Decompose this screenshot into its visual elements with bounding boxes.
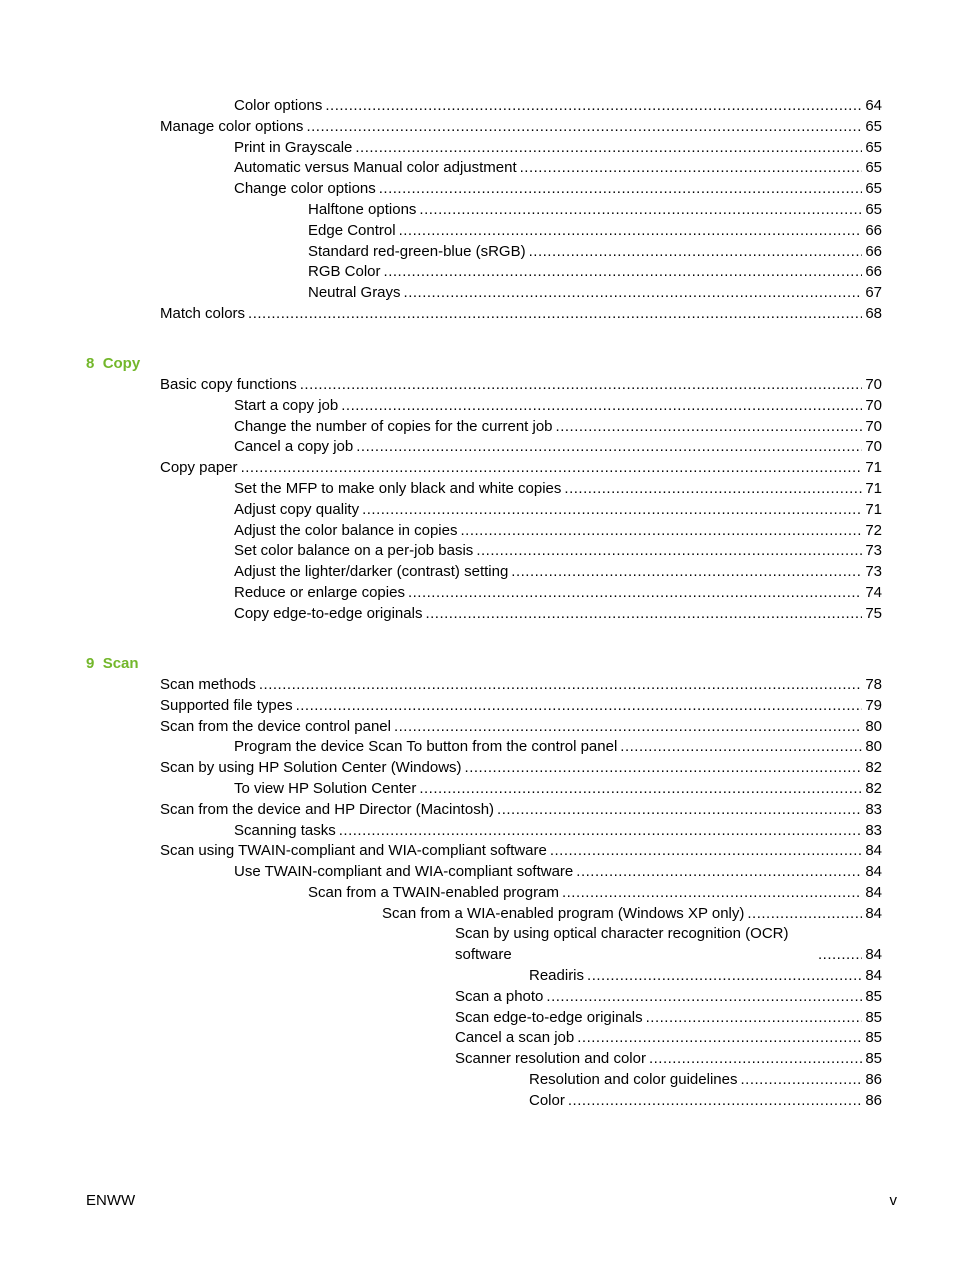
toc-entry[interactable] [0, 283, 954, 304]
dot-leader [587, 966, 862, 987]
dot-leader [419, 779, 862, 800]
toc-entry[interactable] [0, 304, 954, 325]
toc-entry-label: Copy paper [160, 459, 238, 477]
dot-leader [325, 96, 862, 117]
toc-entry[interactable] [0, 675, 954, 696]
toc-entry-page-number: 65 [865, 200, 882, 218]
dot-leader [562, 883, 862, 904]
toc-entry-label: Print in Grayscale [234, 138, 353, 156]
chapter-heading-scan[interactable] [0, 654, 954, 675]
toc-entry[interactable] [0, 800, 954, 821]
toc-entry-page-number: 84 [865, 946, 882, 964]
dot-leader [620, 737, 862, 758]
toc-entry[interactable] [0, 924, 954, 966]
dot-leader [497, 800, 862, 821]
dot-leader [356, 437, 862, 458]
toc-section-chapter7 [0, 96, 954, 325]
dot-leader [576, 862, 862, 883]
toc-entry-page-number: 65 [865, 159, 882, 177]
toc-entry-label: Supported file types [160, 696, 293, 714]
toc-entry[interactable] [0, 904, 954, 925]
dot-leader [248, 304, 862, 325]
dot-leader [355, 138, 862, 159]
toc-entry-label: Scan from the device and HP Director (Macintosh) [160, 800, 495, 818]
toc-entry-page-number: 84 [865, 967, 882, 985]
toc-entry[interactable] [0, 541, 954, 562]
toc-entry-label: Adjust copy quality [234, 500, 360, 518]
toc-entry-label: Scan methods [160, 675, 256, 693]
dot-leader [520, 158, 862, 179]
dot-leader [259, 675, 862, 696]
toc-entry[interactable] [0, 862, 954, 883]
toc-entry-page-number: 78 [865, 675, 882, 693]
toc-entry-label: Scanner resolution and color [455, 1050, 646, 1068]
dot-leader [646, 1008, 862, 1029]
toc-entry-label: Automatic versus Manual color adjustment [234, 159, 517, 177]
toc-entry-label: Set the MFP to make only black and white copies [234, 480, 562, 498]
toc-entry[interactable] [0, 987, 954, 1008]
toc-entry-page-number: 64 [865, 97, 882, 114]
dot-leader [241, 458, 862, 479]
toc-entry-page-number: 75 [865, 604, 882, 622]
toc-entry-page-number: 72 [865, 521, 882, 539]
toc-entry-page-number: 70 [865, 396, 882, 414]
toc-entry-page-number: 65 [865, 138, 882, 156]
toc-entry-page-number: 84 [865, 904, 882, 922]
toc-entry[interactable] [0, 821, 954, 842]
toc-entry-label: Neutral Grays [308, 284, 401, 302]
toc-entry[interactable] [0, 562, 954, 583]
toc-entry-page-number: 84 [865, 883, 882, 901]
dot-leader [529, 242, 862, 263]
toc-entry[interactable] [0, 737, 954, 758]
toc-entry[interactable] [0, 138, 954, 159]
dot-leader [550, 841, 862, 862]
toc-entry-page-number: 79 [865, 696, 882, 714]
toc-entry[interactable] [0, 200, 954, 221]
toc-entry-page-number: 83 [865, 821, 882, 839]
toc-entry[interactable] [0, 375, 954, 396]
toc-entry[interactable] [0, 583, 954, 604]
toc-entry-label: Change color options [234, 180, 376, 198]
toc-entry[interactable] [0, 758, 954, 779]
toc-entry-label: Reduce or enlarge copies [234, 584, 405, 602]
toc-entry-label: Adjust the color balance in copies [234, 521, 458, 539]
toc-entry-page-number: 68 [865, 304, 882, 322]
toc-entry[interactable] [0, 221, 954, 242]
toc-entry[interactable] [0, 117, 954, 138]
dot-leader [419, 200, 862, 221]
toc-entry[interactable] [0, 262, 954, 283]
toc-entry[interactable] [0, 417, 954, 438]
toc-entry-page-number: 70 [865, 417, 882, 435]
toc-entry-label: Copy edge-to-edge originals [234, 604, 423, 622]
toc-entry-label: Change the number of copies for the current job [234, 417, 553, 435]
toc-entry[interactable] [0, 717, 954, 738]
toc-entry-label: RGB Color [308, 263, 381, 281]
chapter-heading-copy[interactable] [0, 354, 954, 375]
toc-entry-page-number: 82 [865, 779, 882, 797]
toc-entry[interactable] [0, 779, 954, 800]
toc-entry-label: Scan from a WIA-enabled program (Windows XP only) [382, 904, 745, 922]
toc-entry[interactable] [0, 1091, 954, 1112]
toc-entry[interactable] [0, 1049, 954, 1070]
toc-entry[interactable] [0, 883, 954, 904]
toc-entry-page-number: 65 [865, 180, 882, 198]
toc-entry[interactable] [0, 1070, 954, 1091]
toc-entry[interactable] [0, 604, 954, 625]
toc-entry-label: Standard red-green-blue (sRGB) [308, 242, 526, 260]
toc-entry-label: Scanning tasks [234, 821, 336, 839]
toc-entry-label: Use TWAIN-compliant and WIA-compliant software [234, 863, 574, 881]
toc-entry-page-number: 86 [865, 1091, 882, 1109]
toc-entry-label: Cancel a scan job [455, 1029, 575, 1047]
toc-entry[interactable] [0, 966, 954, 987]
toc-entry[interactable] [0, 242, 954, 263]
dot-leader [425, 604, 862, 625]
toc-entry-page-number: 73 [865, 563, 882, 581]
toc-entry-label: Scan by using HP Solution Center (Windows) [160, 759, 462, 777]
toc-entry[interactable] [0, 96, 954, 117]
dot-leader [408, 583, 862, 604]
dot-leader [564, 479, 862, 500]
toc-entry-page-number: 85 [865, 1050, 882, 1068]
dot-leader [399, 221, 862, 242]
toc-entry-label: Readiris [529, 967, 585, 985]
toc-entry-page-number: 82 [865, 759, 882, 777]
toc-entry-label: Set color balance on a per-job basis [234, 542, 474, 560]
toc-entry[interactable] [0, 500, 954, 521]
toc-entry-page-number: 67 [865, 284, 882, 302]
chapter-title: Copy [102, 355, 141, 373]
dot-leader [747, 904, 862, 925]
dot-leader [384, 262, 862, 283]
toc-entry-label: Edge Control [308, 221, 396, 239]
toc-entry-label: Scan using TWAIN-compliant and WIA-compliant software [160, 842, 547, 860]
toc-entry-page-number: 84 [865, 863, 882, 881]
toc-entry[interactable] [0, 1028, 954, 1049]
toc-entry-label: Basic copy functions [160, 376, 297, 394]
dot-leader [556, 417, 862, 438]
dot-leader [511, 562, 862, 583]
chapter-title: Scan [102, 655, 139, 673]
toc-entry-page-number: 84 [865, 842, 882, 860]
dot-leader [476, 541, 862, 562]
dot-leader [339, 821, 862, 842]
toc-entry-page-number: 66 [865, 221, 882, 239]
page-footer [86, 1192, 897, 1209]
toc-entry-page-number: 74 [865, 584, 882, 602]
dot-leader [577, 1028, 862, 1049]
toc-entry-label: Scan by using optical character recognition (OCR) software [455, 925, 789, 964]
dot-leader [300, 375, 862, 396]
toc-entry[interactable] [0, 437, 954, 458]
dot-leader [568, 1091, 862, 1112]
toc-entry-label: Manage color options [160, 117, 304, 135]
toc-entry[interactable] [0, 458, 954, 479]
dot-leader [465, 758, 862, 779]
chapter-number: 9 [86, 655, 95, 673]
toc-entry-page-number: 66 [865, 263, 882, 281]
toc-section-chapter8 [0, 375, 954, 625]
toc-entry-label: Start a copy job [234, 396, 339, 414]
toc-entry-page-number: 86 [865, 1071, 882, 1089]
dot-leader [362, 500, 862, 521]
toc-section-chapter9 [0, 675, 954, 1112]
toc-entry-label: Color options [234, 97, 323, 114]
toc-entry-label: Cancel a copy job [234, 438, 354, 456]
dot-leader [818, 945, 862, 966]
toc-entry-page-number: 71 [865, 480, 882, 498]
toc-entry-page-number: 80 [865, 738, 882, 756]
toc-entry-label: Resolution and color guidelines [529, 1071, 738, 1089]
toc-entry-page-number: 73 [865, 542, 882, 560]
toc-entry[interactable] [0, 479, 954, 500]
toc-entry-page-number: 80 [865, 717, 882, 735]
dot-leader [394, 717, 862, 738]
toc-entry-label: Halftone options [308, 200, 417, 218]
dot-leader [460, 521, 862, 542]
toc-entry-label: Scan from the device control panel [160, 717, 391, 735]
dot-leader [740, 1070, 862, 1091]
toc-entry-label: To view HP Solution Center [234, 779, 417, 797]
toc-entry[interactable] [0, 1008, 954, 1029]
footer-page-number: v [889, 1192, 897, 1209]
toc-entry-label: Scan a photo [455, 987, 544, 1005]
toc-entry-label: Adjust the lighter/darker (contrast) setting [234, 563, 509, 581]
toc-entry-label: Color [529, 1091, 565, 1109]
toc-entry-label: Scan edge-to-edge originals [455, 1008, 643, 1026]
toc-entry-label: Scan from a TWAIN-enabled program [308, 883, 559, 901]
toc-entry[interactable] [0, 158, 954, 179]
dot-leader [546, 987, 862, 1008]
toc-entry[interactable] [0, 396, 954, 417]
toc-entry[interactable] [0, 179, 954, 200]
dot-leader [296, 696, 862, 717]
toc-entry-page-number: 66 [865, 242, 882, 260]
table-of-contents [0, 96, 954, 1112]
toc-entry-page-number: 70 [865, 438, 882, 456]
toc-entry-page-number: 70 [865, 376, 882, 394]
chapter-number: 8 [86, 355, 95, 373]
toc-entry-page-number: 71 [865, 459, 882, 477]
dot-leader [306, 117, 862, 138]
toc-entry-label: Program the device Scan To button from the control panel [234, 738, 618, 756]
toc-entry-page-number: 85 [865, 1029, 882, 1047]
toc-entry-page-number: 85 [865, 1008, 882, 1026]
dot-leader [649, 1049, 862, 1070]
footer-left: ENWW [86, 1192, 136, 1209]
toc-entry-page-number: 65 [865, 117, 882, 135]
toc-entry-page-number: 85 [865, 987, 882, 1005]
toc-entry[interactable] [0, 696, 954, 717]
dot-leader [404, 283, 862, 304]
toc-entry-page-number: 71 [865, 500, 882, 518]
dot-leader [379, 179, 862, 200]
toc-entry[interactable] [0, 521, 954, 542]
dot-leader [341, 396, 862, 417]
toc-entry-label: Match colors [160, 304, 246, 322]
toc-entry[interactable] [0, 841, 954, 862]
toc-entry-page-number: 83 [865, 800, 882, 818]
